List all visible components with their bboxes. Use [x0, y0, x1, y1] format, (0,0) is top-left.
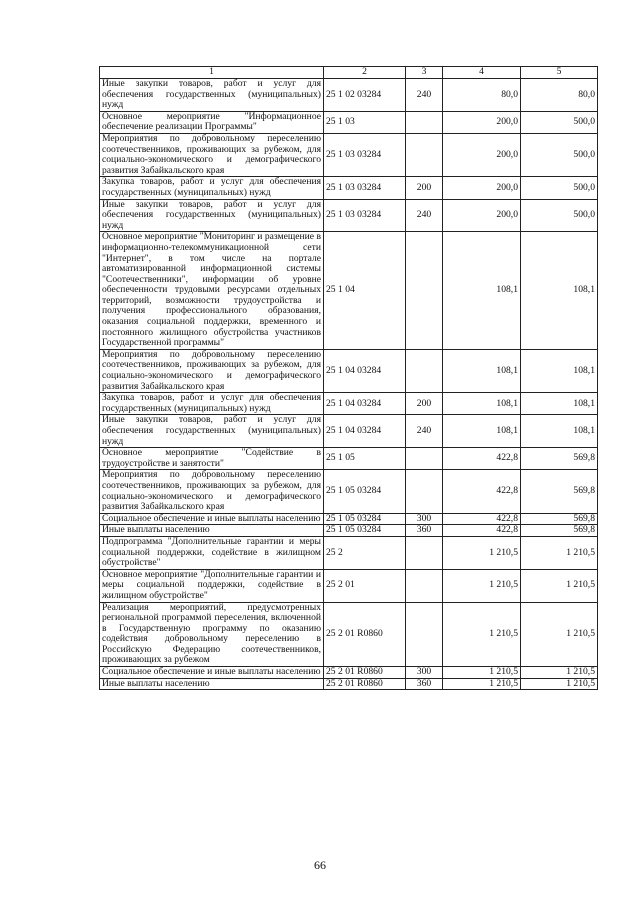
row-code: 25 1 03 03284: [324, 199, 406, 232]
row-name: Основное мероприятие "Информационное обеспечение реализации Программы": [100, 111, 324, 133]
row-value-2: 1 210,5: [521, 536, 598, 569]
row-name: Социальное обеспечение и иные выплаты населению: [100, 667, 324, 679]
row-value-2: 500,0: [521, 177, 598, 199]
row-value-2: 1 210,5: [521, 569, 598, 602]
row-type: 360: [406, 525, 443, 537]
row-name: Иные выплаты населению: [100, 678, 324, 690]
col-header-4: 4: [443, 67, 521, 79]
row-value-1: 1 210,5: [443, 678, 521, 690]
table-row: [100, 448, 598, 470]
row-value-1: 422,8: [443, 525, 521, 537]
row-type: [406, 232, 443, 350]
row-name: Мероприятия по добровольному переселению соотечественников, проживающих за рубежом, для социально-экономического и демографического развития Забайкальского края: [100, 133, 324, 176]
row-type: 200: [406, 177, 443, 199]
row-name: Мероприятия по добровольному переселению соотечественников, проживающих за рубежом, для социально-экономического и демографического развития Забайкальского края: [100, 349, 324, 392]
row-value-2: 108,1: [521, 349, 598, 392]
row-value-1: 80,0: [443, 79, 521, 112]
row-value-2: 108,1: [521, 393, 598, 415]
row-value-1: 108,1: [443, 415, 521, 448]
table-row: [100, 678, 598, 690]
row-name: Мероприятия по добровольному переселению соотечественников, проживающих за рубежом, для социально-экономического и демографического развития Забайкальского края: [100, 470, 324, 513]
table-row: [100, 79, 598, 112]
table-row: [100, 525, 598, 537]
row-value-2: 108,1: [521, 415, 598, 448]
row-value-2: 569,8: [521, 470, 598, 513]
row-type: 300: [406, 667, 443, 679]
row-value-2: 500,0: [521, 111, 598, 133]
col-header-5: 5: [521, 67, 598, 79]
col-header-1: 1: [100, 67, 324, 79]
header-row: [100, 67, 598, 79]
row-code: 25 1 04: [324, 232, 406, 350]
row-value-2: 1 210,5: [521, 678, 598, 690]
row-value-1: 422,8: [443, 470, 521, 513]
row-value-2: 569,8: [521, 525, 598, 537]
row-code: 25 1 05: [324, 448, 406, 470]
row-name: Иные закупки товаров, работ и услуг для обеспечения государственных (муниципальных) нужд: [100, 415, 324, 448]
row-name: Иные закупки товаров, работ и услуг для обеспечения государственных (муниципальных) нужд: [100, 199, 324, 232]
row-type: [406, 133, 443, 176]
row-code: 25 1 02 03284: [324, 79, 406, 112]
row-value-2: 569,8: [521, 448, 598, 470]
table-row: [100, 415, 598, 448]
row-name: Основное мероприятие "Дополнительные гарантии и меры социальной поддержки, содействие в жилищном обустройстве": [100, 569, 324, 602]
row-code: 25 2 01 R0860: [324, 667, 406, 679]
row-name: Иные закупки товаров, работ и услуг для обеспечения государственных (муниципальных) нужд: [100, 79, 324, 112]
row-value-2: 500,0: [521, 199, 598, 232]
row-code: 25 1 03 03284: [324, 133, 406, 176]
table-row: [100, 602, 598, 667]
row-value-1: 200,0: [443, 111, 521, 133]
page-number: 66: [314, 858, 326, 872]
row-value-1: 1 210,5: [443, 569, 521, 602]
row-name: Основное мероприятие "Мониторинг и размещение в информационно-телекоммуникационной сети "Интернет", в том числе на портале автоматизированной информационной системы "Соотечественники", информации об уровне обеспеченности трудовыми ресурсами отдельных территорий, возможности трудоустройства и получения профессионального образования, оказания социальной поддержки, временного и постоянного жилищного обустройства участников Государственной программы": [100, 232, 324, 350]
table-row: [100, 569, 598, 602]
row-name: Закупка товаров, работ и услуг для обеспечения государственных (муниципальных) нужд: [100, 177, 324, 199]
table-row: [100, 536, 598, 569]
row-type: [406, 349, 443, 392]
row-name: Закупка товаров, работ и услуг для обеспечения государственных (муниципальных) нужд: [100, 393, 324, 415]
row-value-2: 108,1: [521, 232, 598, 350]
row-code: 25 1 04 03284: [324, 393, 406, 415]
budget-table: [99, 66, 598, 690]
row-name: Социальное обеспечение и иные выплаты населению: [100, 513, 324, 525]
row-type: [406, 111, 443, 133]
row-value-1: 108,1: [443, 349, 521, 392]
table-row: [100, 667, 598, 679]
row-code: 25 1 03 03284: [324, 177, 406, 199]
row-code: 25 1 05 03284: [324, 513, 406, 525]
row-code: 25 1 05 03284: [324, 470, 406, 513]
table-row: [100, 111, 598, 133]
row-code: 25 2 01: [324, 569, 406, 602]
table-row: [100, 177, 598, 199]
row-value-1: 1 210,5: [443, 536, 521, 569]
row-code: 25 1 03: [324, 111, 406, 133]
row-value-2: 80,0: [521, 79, 598, 112]
row-code: 25 2 01 R0860: [324, 678, 406, 690]
row-name: Иные выплаты населению: [100, 525, 324, 537]
row-value-1: 200,0: [443, 133, 521, 176]
row-code: 25 1 04 03284: [324, 415, 406, 448]
row-value-1: 422,8: [443, 448, 521, 470]
table-body: [100, 79, 598, 690]
table-row: [100, 232, 598, 350]
table-row: [100, 133, 598, 176]
row-value-1: 200,0: [443, 177, 521, 199]
row-value-2: 1 210,5: [521, 602, 598, 667]
row-type: 200: [406, 393, 443, 415]
row-code: 25 1 05 03284: [324, 525, 406, 537]
row-value-1: 108,1: [443, 232, 521, 350]
row-value-2: 569,8: [521, 513, 598, 525]
table-row: [100, 470, 598, 513]
table-row: [100, 393, 598, 415]
row-type: [406, 569, 443, 602]
row-type: [406, 448, 443, 470]
table-row: [100, 349, 598, 392]
row-value-1: 108,1: [443, 393, 521, 415]
row-type: 360: [406, 678, 443, 690]
row-type: [406, 602, 443, 667]
row-value-2: 1 210,5: [521, 667, 598, 679]
row-name: Реализация мероприятий, предусмотренных региональной программой переселения, включенной в Государственную программу по оказанию содействия добровольному переселению в Российскую Федерацию соотечественников, проживающих за рубежом: [100, 602, 324, 667]
row-code: 25 1 04 03284: [324, 349, 406, 392]
row-type: 240: [406, 199, 443, 232]
row-type: 240: [406, 79, 443, 112]
row-code: 25 2 01 R0860: [324, 602, 406, 667]
row-name: Основное мероприятие "Содействие в трудоустройстве и занятости": [100, 448, 324, 470]
table-row: [100, 513, 598, 525]
row-value-1: 1 210,5: [443, 602, 521, 667]
table-row: [100, 199, 598, 232]
row-value-1: 422,8: [443, 513, 521, 525]
row-type: 240: [406, 415, 443, 448]
row-value-1: 1 210,5: [443, 667, 521, 679]
row-name: Подпрограмма "Дополнительные гарантии и меры социальной поддержки, содействие в жилищном обустройстве": [100, 536, 324, 569]
col-header-2: 2: [324, 67, 406, 79]
row-code: 25 2: [324, 536, 406, 569]
row-value-2: 500,0: [521, 133, 598, 176]
row-value-1: 200,0: [443, 199, 521, 232]
row-type: [406, 470, 443, 513]
row-type: [406, 536, 443, 569]
row-type: 300: [406, 513, 443, 525]
col-header-3: 3: [406, 67, 443, 79]
